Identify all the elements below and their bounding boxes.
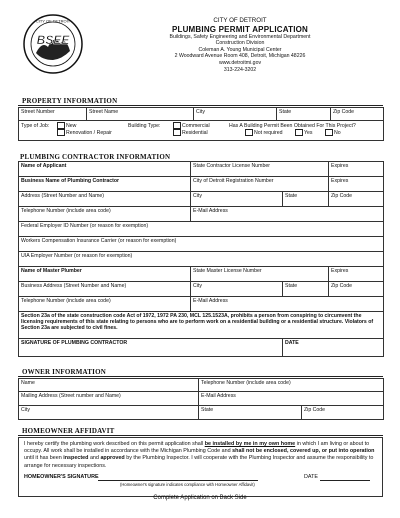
signature-note: (Homeowner's signature indicates compliance with Homeowner Affidavit) [120, 482, 255, 487]
type-of-job-label: Type of Job: [21, 123, 50, 129]
section-23a-notice: Section 23a of the state construction code Act of 1972, 1972 PA 230, MCL 125.1523A, prohibits a person from conspiring to circumvent the licensing requirements of this state relating to persons who are to perform work on a residential building or a residential structure. Violators of Section 23a are subjected to civil fines. [19, 312, 384, 339]
not-required-checkbox[interactable] [245, 129, 253, 136]
residential-checkbox[interactable] [173, 129, 181, 136]
workers-comp-field[interactable]: Workers Compensation Insurance Carrier (or reason for exemption) [19, 237, 384, 252]
bsee-logo [22, 13, 84, 75]
footer-note: Complete Application on Back Side [153, 495, 247, 501]
master-zip-field[interactable]: Zip Code [329, 282, 384, 297]
building-type-label: Building Type: [128, 123, 161, 129]
contractor-signature-field[interactable]: SIGNATURE OF PLUMBING CONTRACTOR [19, 339, 283, 357]
logo-ring-text: CITY OF DETROIT [35, 18, 71, 24]
affidavit-box [18, 437, 383, 497]
new-label: New [66, 122, 77, 129]
address: 2 Woodward Avenue Room 408, Detroit, Michigan 48226 [174, 53, 306, 60]
state-field[interactable]: State [277, 108, 331, 121]
job-options-row [19, 121, 384, 141]
contractor-email-field[interactable]: E-Mail Address [191, 207, 384, 222]
no-checkbox[interactable] [325, 129, 333, 136]
affidavit-text: I hereby certify the plumbing work described on this permit application shall be installed by me in my own home in which I am living or about to occupy. All work shall be installed in accordance with the Michigan Plumbing Code and shall not be enclosed, covered up, or put into operation until it has been inspected and approved by the Plumbing Inspector. I will cooperate with the Plumbing Inspector and assume the responsibility to arrange for necessary inspections. [24, 441, 375, 469]
business-name-field[interactable]: Business Name of Plumbing Contractor [19, 177, 191, 192]
contractor-table [18, 161, 384, 357]
contractor-state-field[interactable]: State [283, 192, 329, 207]
logo-text: BSEE [36, 33, 70, 47]
no-label: No [334, 129, 341, 136]
applicant-field[interactable]: Name of Applicant [19, 162, 191, 177]
not-required-label: Not required [254, 129, 283, 136]
homeowner-signature-label: HOMEOWNER'S SIGNATURE [24, 473, 99, 480]
master-city-field[interactable]: City [191, 282, 283, 297]
business-address-field[interactable]: Business Address (Street Number and Name) [19, 282, 191, 297]
master-expires-field[interactable]: Expires [329, 267, 384, 282]
divider [18, 376, 383, 377]
contractor-zip-field[interactable]: Zip Code [329, 192, 384, 207]
residential-label: Residential [182, 129, 208, 136]
commercial-label: Commercial [182, 122, 210, 129]
owner-city-field[interactable]: City [19, 406, 199, 420]
master-license-field[interactable]: State Master License Number [191, 267, 329, 282]
affidavit-section-title: HOMEOWNER AFFIDAVIT [22, 427, 115, 435]
permit-question: Has A Building Permit Been Obtained For This Project? [229, 123, 356, 129]
property-table [18, 107, 384, 141]
registration-field[interactable]: City of Detroit Registration Number [191, 177, 329, 192]
contractor-telephone-field[interactable]: Telephone Number (include area code) [19, 207, 191, 222]
city-name: CITY OF DETROIT [213, 17, 267, 24]
master-telephone-field[interactable]: Telephone Number (include area code) [19, 297, 191, 312]
owner-email-field[interactable]: E-Mail Address [199, 392, 384, 406]
yes-checkbox[interactable] [295, 129, 303, 136]
renovation-label: Renovation / Repair [66, 129, 112, 136]
center: Coleman A. Young Municipal Center [198, 46, 282, 53]
page-header [100, 18, 380, 73]
page-title: PLUMBING PERMIT APPLICATION [171, 24, 309, 34]
homeowner-date-label: DATE [304, 473, 318, 480]
zip-field[interactable]: Zip Code [331, 108, 384, 121]
uia-field[interactable]: UIA Employer Number (or reason for exemption) [19, 252, 384, 267]
yes-label: Yes [304, 129, 313, 136]
contractor-date-field[interactable]: DATE [283, 339, 384, 357]
registration-expires-field[interactable]: Expires [329, 177, 384, 192]
license-expires-field[interactable]: Expires [329, 162, 384, 177]
owner-telephone-field[interactable]: Telephone Number (include area code) [199, 379, 384, 392]
divider [18, 105, 383, 106]
master-plumber-field[interactable]: Name of Master Plumber [19, 267, 191, 282]
street-number-field[interactable]: Street Number [19, 108, 87, 121]
contractor-section-title: PLUMBING CONTRACTOR INFORMATION [20, 153, 171, 161]
owner-state-field[interactable]: State [199, 406, 302, 420]
division: Construction Division [215, 40, 265, 47]
renovation-checkbox[interactable] [57, 129, 65, 136]
contractor-city-field[interactable]: City [191, 192, 283, 207]
website: www.detroitmi.gov [218, 59, 262, 66]
divider [18, 435, 383, 436]
city-field[interactable]: City [194, 108, 277, 121]
homeowner-signature-line[interactable] [98, 480, 258, 481]
homeowner-date-line[interactable] [320, 480, 370, 481]
department: Buildings, Safety Engineering and Environmental Department [169, 33, 311, 40]
owner-zip-field[interactable]: Zip Code [302, 406, 384, 420]
owner-mailing-field[interactable]: Mailing Address (Street number and Name) [19, 392, 199, 406]
phone: 313-224-3202 [223, 66, 257, 73]
master-state-field[interactable]: State [283, 282, 329, 297]
fein-field[interactable]: Federal Employer ID Number (or reason for exemption) [19, 222, 384, 237]
street-name-field[interactable]: Street Name [87, 108, 194, 121]
owner-name-field[interactable]: Name [19, 379, 199, 392]
owner-section-title: OWNER INFORMATION [22, 368, 106, 376]
commercial-checkbox[interactable] [173, 122, 181, 129]
contractor-address-field[interactable]: Address (Street Number and Name) [19, 192, 191, 207]
property-section-title: PROPERTY INFORMATION [22, 97, 118, 105]
master-email-field[interactable]: E-Mail Address [191, 297, 384, 312]
state-license-field[interactable]: State Contractor License Number [191, 162, 329, 177]
owner-table [18, 378, 384, 420]
new-checkbox[interactable] [57, 122, 65, 129]
